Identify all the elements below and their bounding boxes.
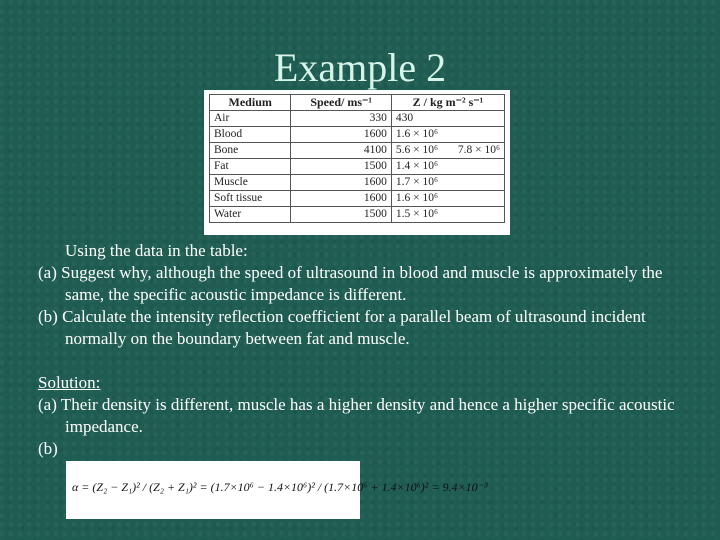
question-a: (a) Suggest why, although the speed of ultrasound in blood and muscle is approximately the same, the specific acoustic impedance is different. bbox=[38, 263, 663, 304]
cell-medium: Muscle bbox=[210, 175, 291, 191]
reflection-coefficient-formula bbox=[66, 461, 488, 519]
header-impedance: Z / kg m⁻² s⁻¹ bbox=[391, 95, 504, 111]
intro-text: Using the data in the table: bbox=[65, 241, 248, 260]
table-row bbox=[210, 175, 505, 191]
cell-medium: Soft tissue bbox=[210, 191, 291, 207]
cell-impedance bbox=[391, 191, 504, 207]
solution-heading: Solution: bbox=[38, 373, 101, 392]
cell-medium: Blood bbox=[210, 127, 291, 143]
cell-medium: Water bbox=[210, 207, 291, 223]
cell-medium: Bone bbox=[210, 143, 291, 159]
table-row bbox=[210, 143, 505, 159]
table-row bbox=[210, 127, 505, 143]
impedance-value: 1.6 × 10⁶ bbox=[395, 128, 438, 140]
question-b: (b) Calculate the intensity reflection coefficient for a parallel beam of ultrasound incident normally on the boundary between fat and muscle. bbox=[38, 307, 646, 348]
impedance-value: 430 bbox=[395, 112, 414, 124]
impedance-value: 1.4 × 10⁶ bbox=[395, 160, 438, 172]
spacer bbox=[38, 350, 678, 372]
table-row bbox=[210, 207, 505, 223]
header-speed: Speed/ ms⁻¹ bbox=[291, 95, 391, 111]
impedance-value: 1.6 × 10⁶ bbox=[395, 192, 438, 204]
impedance-value: 1.7 × 10⁶ bbox=[395, 176, 438, 188]
table-row bbox=[210, 191, 505, 207]
impedance-extra-value: 7.8 × 10⁶ bbox=[457, 144, 500, 156]
cell-speed: 1600 bbox=[291, 191, 391, 207]
cell-impedance bbox=[391, 143, 504, 159]
cell-speed: 1500 bbox=[291, 207, 391, 223]
cell-impedance bbox=[391, 175, 504, 191]
cell-medium: Air bbox=[210, 111, 291, 127]
table-row bbox=[210, 111, 505, 127]
header-medium: Medium bbox=[210, 95, 291, 111]
cell-impedance bbox=[391, 111, 504, 127]
cell-speed: 1500 bbox=[291, 159, 391, 175]
slide-title: Example 2 bbox=[273, 45, 447, 90]
table-header-row bbox=[210, 95, 505, 111]
table-row bbox=[210, 159, 505, 175]
cell-impedance bbox=[391, 127, 504, 143]
cell-speed: 330 bbox=[291, 111, 391, 127]
formula-text: α = (Z₂ − Z₁)² / (Z₂ + Z₁)² = (1.7×10⁶ − 1.4×10⁶)² / (1.7×10⁶ + 1.4×10⁶)² = 9.4×10⁻³ bbox=[72, 480, 488, 494]
cell-speed: 1600 bbox=[291, 175, 391, 191]
media-data-table bbox=[204, 90, 510, 235]
cell-speed: 1600 bbox=[291, 127, 391, 143]
impedance-value: 5.6 × 10⁶ bbox=[395, 144, 438, 156]
answer-a: (a) Their density is different, muscle has a higher density and hence a higher specific acoustic impedance. bbox=[38, 395, 675, 436]
cell-impedance bbox=[391, 159, 504, 175]
impedance-value: 1.5 × 10⁶ bbox=[395, 208, 438, 220]
answer-b-label: (b) bbox=[38, 439, 58, 458]
slide-body bbox=[38, 240, 678, 460]
cell-medium: Fat bbox=[210, 159, 291, 175]
data-table bbox=[209, 94, 505, 223]
cell-speed: 4100 bbox=[291, 143, 391, 159]
cell-impedance bbox=[391, 207, 504, 223]
